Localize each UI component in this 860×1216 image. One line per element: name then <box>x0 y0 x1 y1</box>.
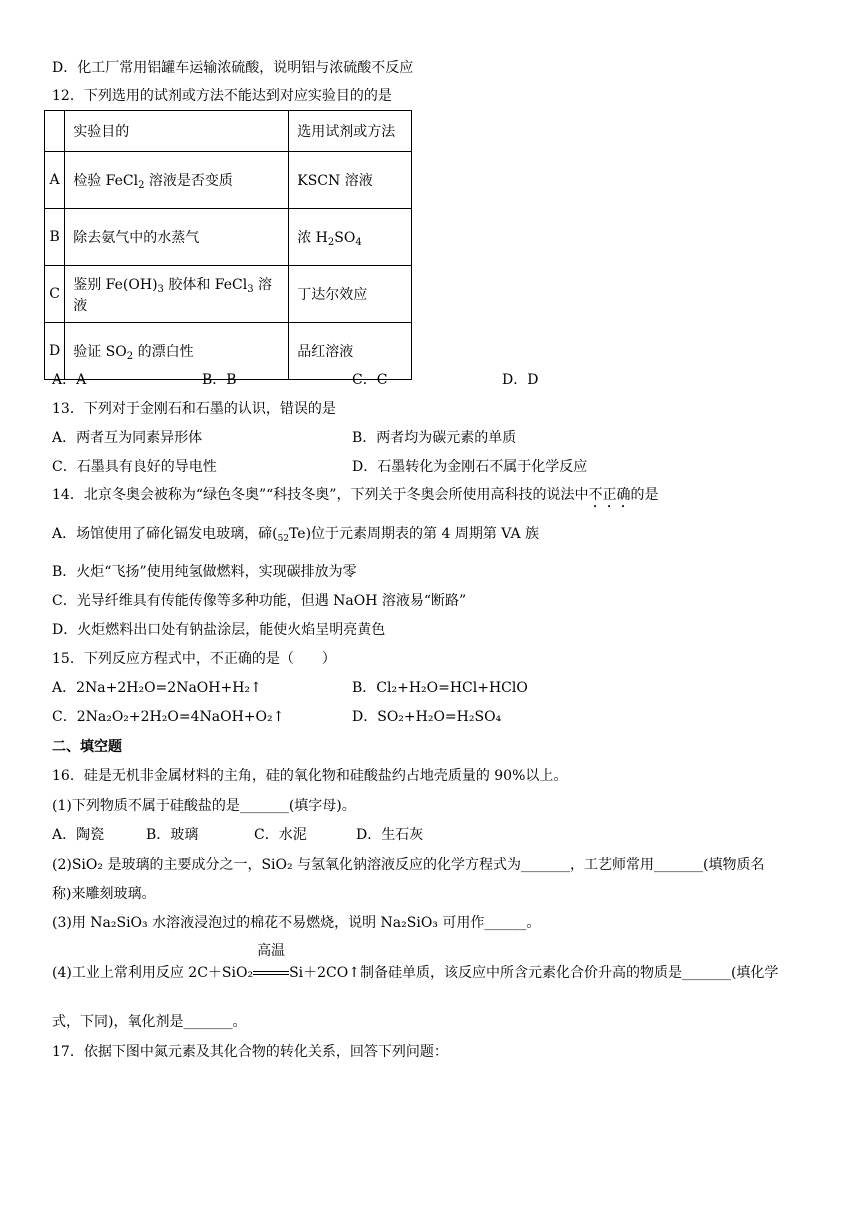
q15-option-a[interactable]: A．2Na+2H₂O=2NaOH+H₂↑ <box>52 680 262 696</box>
q13-option-a[interactable]: A．两者互为同素异形体 <box>52 430 203 446</box>
q14-option-b[interactable]: B．火炬“飞扬”使用纯氢做燃料，实现碳排放为零 <box>52 564 357 580</box>
q14-stem: 14．北京冬奥会被称为“绿色冬奥”“科技冬奥”，下列关于冬奥会所使用高科技的说法中不正确的是 <box>52 487 659 503</box>
q16-part4: (4)工业上常利用反应 2C＋SiO₂ 高温 Si＋2CO↑制备硅单质，该反应中所含元素化合价升高的物质是_______(填化学 <box>52 943 779 981</box>
q14-option-a[interactable]: A．场馆使用了碲化镉发电玻璃，碲$(_{52}Te)$位于元素周期表的第 4 周期第 VA 族 <box>52 526 540 544</box>
reaction-condition: 高温 <box>253 963 289 983</box>
table-row <box>45 209 412 266</box>
row-method: 浓 $H_2SO_4$ <box>289 209 412 266</box>
row-label: D <box>45 323 65 380</box>
emphasis-text: 不正确 <box>588 487 631 503</box>
table-row <box>45 266 412 323</box>
row-label: B <box>45 209 65 266</box>
q16-part3: (3)用 Na₂SiO₃ 水溶液浸泡过的棉花不易燃烧，说明 Na₂SiO₃ 可用作______。 <box>52 915 541 931</box>
q12-table <box>44 110 412 380</box>
q15-option-d[interactable]: D．SO₂+H₂O=H₂SO₄ <box>352 709 502 725</box>
q16-p1-option-c[interactable]: C．水泥 <box>254 827 307 843</box>
q13-option-d[interactable]: D．石墨转化为金刚石不属于化学反应 <box>352 459 588 475</box>
q14-option-c[interactable]: C．光导纤维具有传能传像等多种功能，但遇 NaOH 溶液易“断路” <box>52 593 467 609</box>
row-purpose: 除去氨气中的水蒸气 <box>65 209 289 266</box>
q12-option-b[interactable]: B．B <box>202 372 237 388</box>
row-purpose: 鉴别 $Fe(OH)_3$ 胶体和 FeCl$_3$ 溶液 <box>65 266 289 323</box>
row-purpose: 验证 $SO_2$ 的漂白性 <box>65 323 289 380</box>
q16-p1-option-a[interactable]: A．陶瓷 <box>52 827 105 843</box>
q13-option-b[interactable]: B．两者均为碳元素的单质 <box>352 430 517 446</box>
q13-option-c[interactable]: C．石墨具有良好的导电性 <box>52 459 217 475</box>
table-row <box>45 152 412 209</box>
q12-stem: 12．下列选用的试剂或方法不能达到对应实验目的的是 <box>52 88 392 104</box>
table-header-row <box>45 111 412 152</box>
q14-option-d[interactable]: D．火炬燃料出口处有钠盐涂层，能使火焰呈明亮黄色 <box>52 622 386 638</box>
q15-stem: 15．下列反应方程式中，不正确的是（ ） <box>52 651 336 667</box>
row-label: C <box>45 266 65 323</box>
q16-stem: 16．硅是无机非金属材料的主角，硅的氧化物和硅酸盐约占地壳质量的 90%以上。 <box>52 768 568 784</box>
q16-part2-cont: 称)来雕刻玻璃。 <box>52 886 156 902</box>
q15-option-b[interactable]: B．Cl₂+H₂O=HCl+HClO <box>352 680 528 696</box>
q12-option-d[interactable]: D．D <box>502 372 539 388</box>
row-method: 品红溶液 <box>289 323 412 380</box>
section-heading: 二、填空题 <box>52 739 122 755</box>
q12-option-c[interactable]: C．C <box>352 372 388 388</box>
q16-part1: (1)下列物质不属于硅酸盐的是_______(填字母)。 <box>52 798 356 814</box>
q13-stem: 13．下列对于金刚石和石墨的认识，错误的是 <box>52 401 336 417</box>
q16-p1-option-b[interactable]: B．玻璃 <box>146 827 199 843</box>
q16-part4-cont: 式，下同)，氧化剂是_______。 <box>52 1014 247 1030</box>
table-header-cell: 选用试剂或方法 <box>289 111 412 152</box>
q16-p1-option-d[interactable]: D．生石灰 <box>356 827 424 843</box>
q16-part2: (2)SiO₂ 是玻璃的主要成分之一，SiO₂ 与氢氧化钠溶液反应的化学方程式为_______，工艺师常用_______(填物质名 <box>52 857 765 873</box>
table-header-cell: 实验目的 <box>65 111 289 152</box>
q11-option-d: D．化工厂常用铝罐车运输浓硫酸，说明铝与浓硫酸不反应 <box>52 60 414 76</box>
row-method: 丁达尔效应 <box>289 266 412 323</box>
row-method: KSCN 溶液 <box>289 152 412 209</box>
q15-option-c[interactable]: C．2Na₂O₂+2H₂O=4NaOH+O₂↑ <box>52 709 285 725</box>
table-header-cell <box>45 111 65 152</box>
q17-stem: 17．依据下图中氮元素及其化合物的转化关系，回答下列问题： <box>52 1044 448 1060</box>
row-label: A <box>45 152 65 209</box>
row-purpose: 检验 FeCl$_2$ 溶液是否变质 <box>65 152 289 209</box>
q12-option-a[interactable]: A．A <box>52 372 87 388</box>
